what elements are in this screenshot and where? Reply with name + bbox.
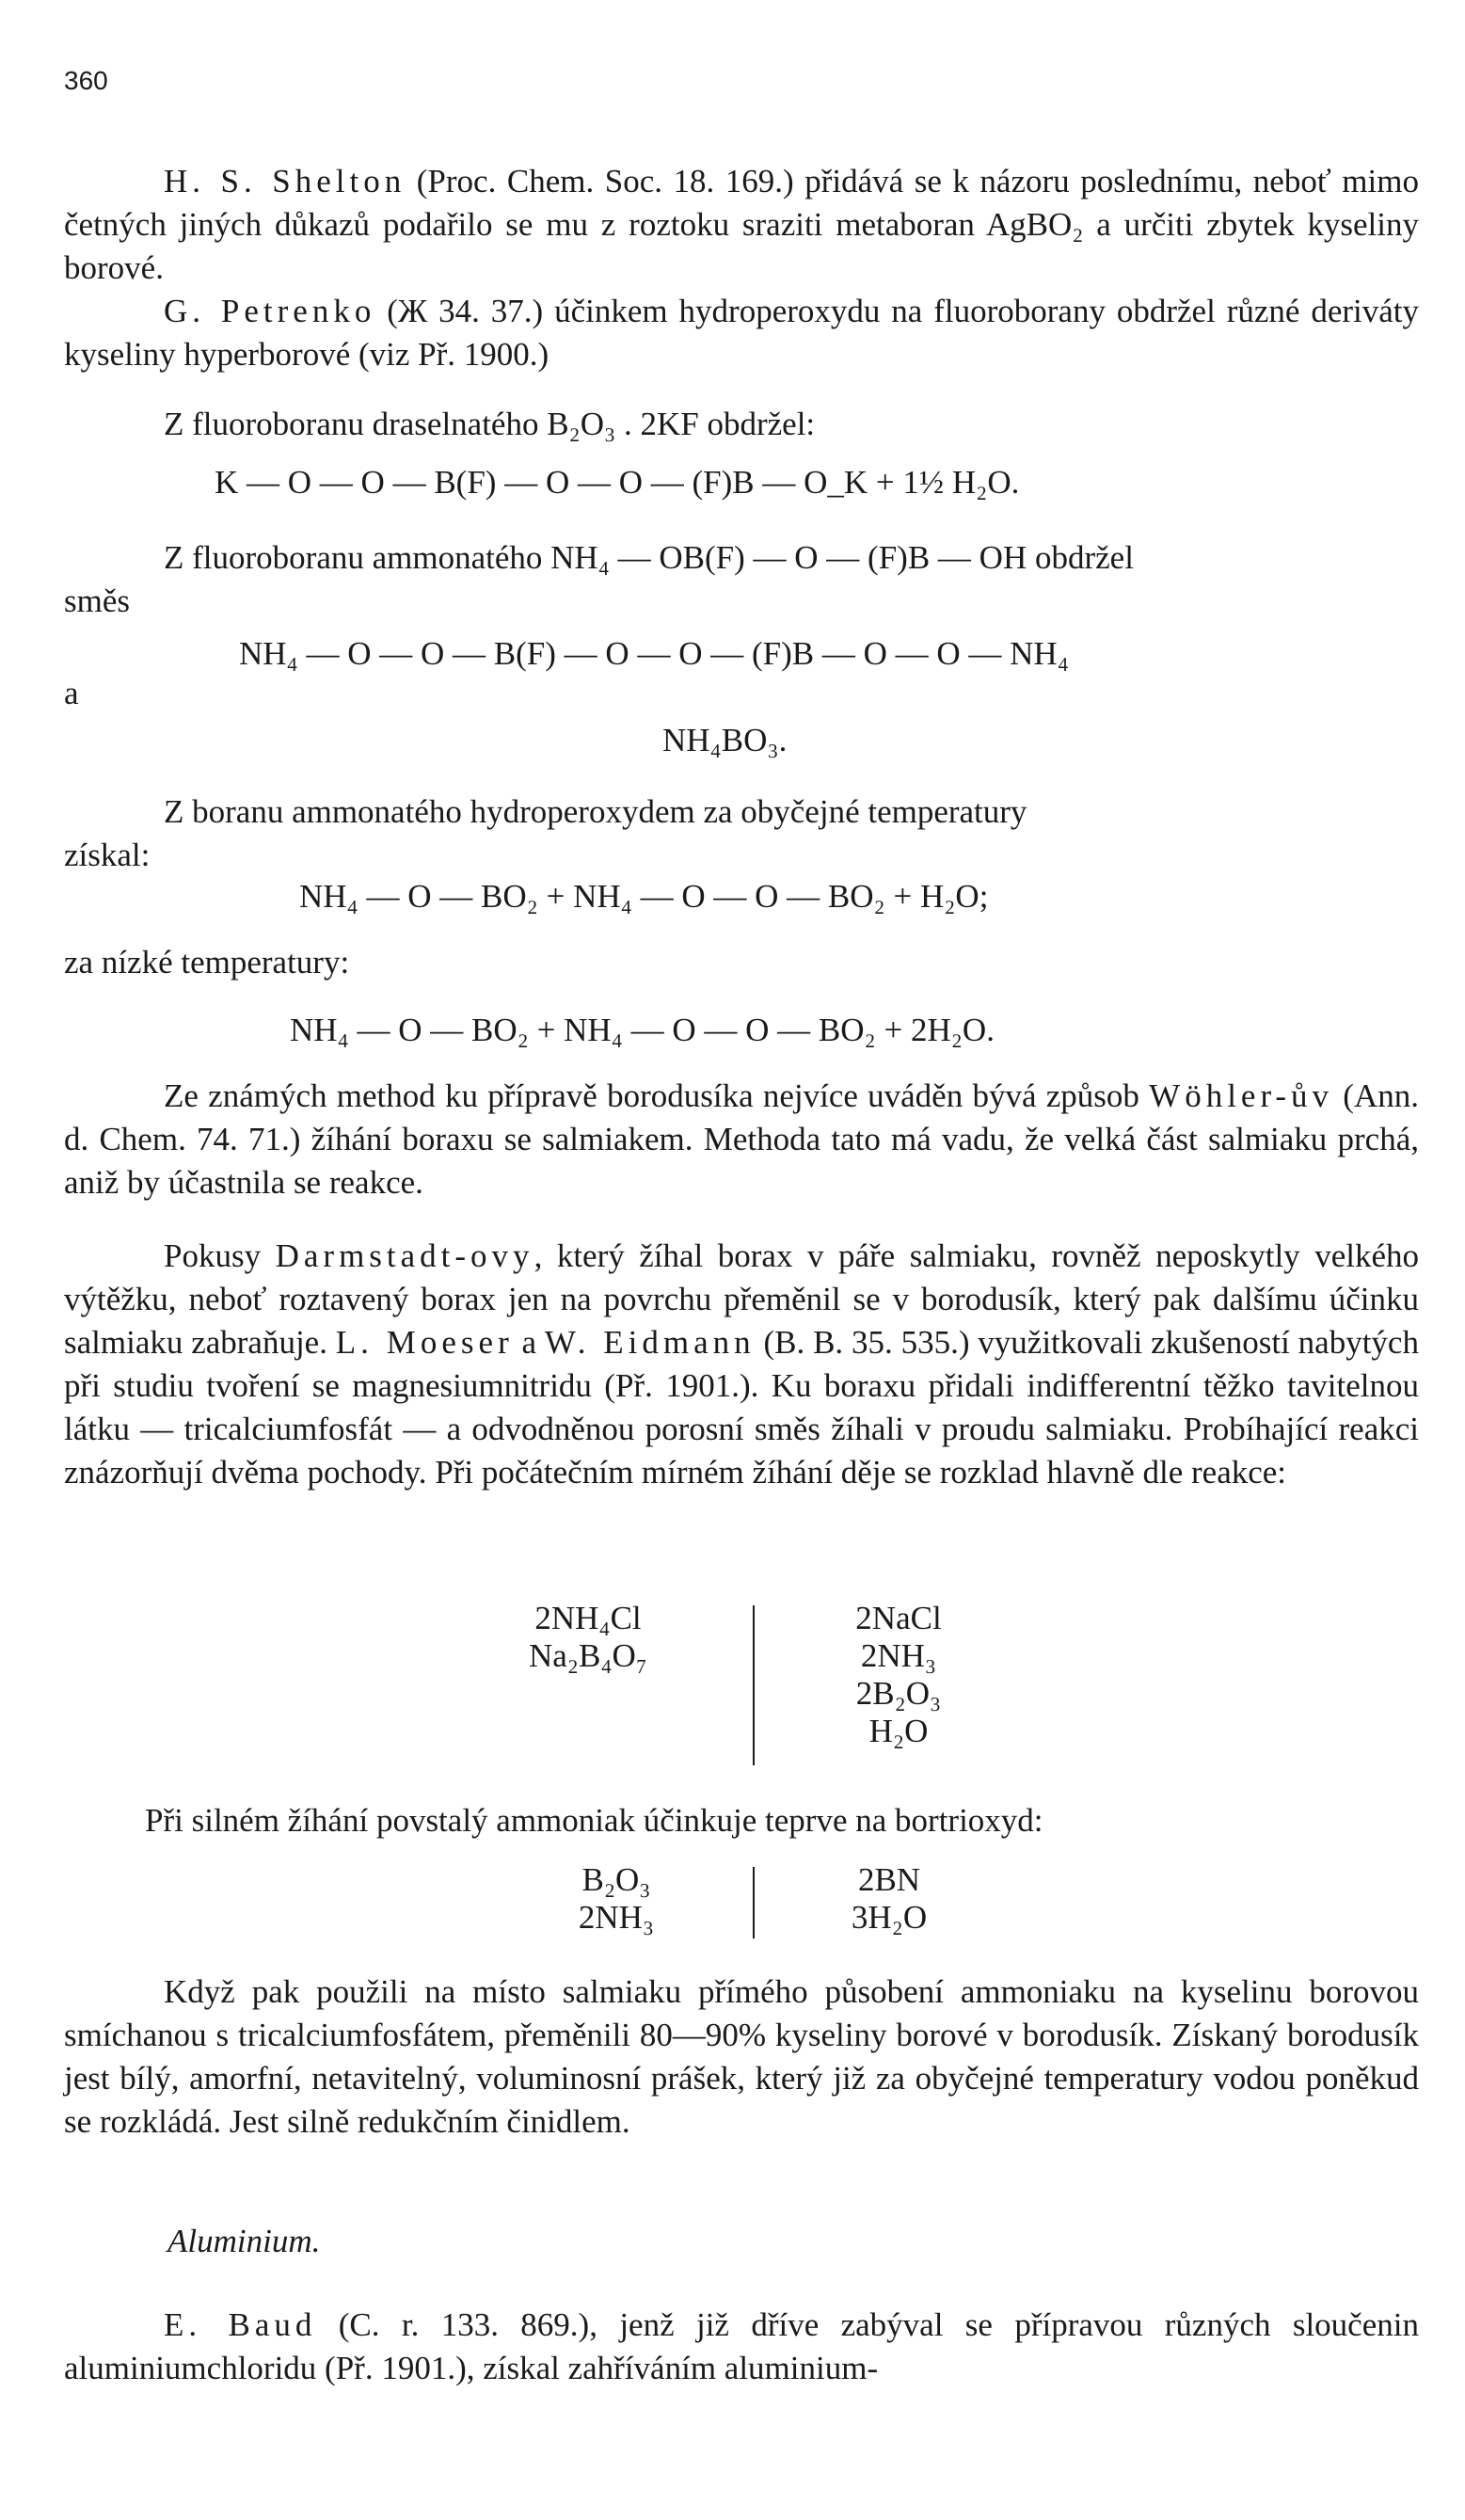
product: 2BN <box>857 1861 921 1898</box>
paragraph-text: (Ж 34. 37.) účinkem hydroperoxydu na fluoroborany obdržel různé deriváty kyseliny hyperborové (viz Př. 1900.) <box>64 293 1419 373</box>
paragraph-text: Z fluoroboranu ammonatého NH₄ — OB(F) — O — (F)B — OH obdržel <box>164 539 1134 576</box>
reaction-1-reactants <box>499 1600 677 1675</box>
paragraph-text: (Ann. d. Chem. 74. 71.) žíhání boraxu se salmiakem. Methoda tato má vadu, že velká část salmiaku prchá, aniž by účastnila se reakce. <box>64 1077 1419 1201</box>
paragraph-text: Když pak použili na místo salmiaku přímého působení ammoniaku na kyselinu borovou smíchanou s tricalciumfosfátem, přeměnili 80—90% kyseliny borové v borodusík. Získaný borodusík jest bílý, amorfní, netavitelný, voluminosní prášek, který již za obyčejné temperatury vodou poněkud se rozkládá. Jest silně redukčním činidlem. <box>64 1973 1419 2140</box>
paragraph-darmstadt <box>64 1235 1419 1494</box>
paragraph-text: (C. r. 133. 869.), jenž již dříve zabýval se přípravou různých sloučenin aluminiumchloridu (Př. 1901.), získal zahříváním aluminium- <box>64 2306 1419 2386</box>
formula-1: K — O — O — B(F) — O — O — (F)B — O_K + 1½ H₂O. <box>215 464 1020 501</box>
label-smes: směs <box>64 582 130 619</box>
label-nizke-temperatury: za nízké temperatury: <box>64 944 350 981</box>
reaction-2 <box>0 1861 1465 1946</box>
product: H₂O <box>868 1713 929 1749</box>
reactant: B₂O₃ <box>581 1861 651 1898</box>
reaction-1 <box>0 1600 1465 1769</box>
paragraph-petrenko <box>64 290 1419 376</box>
paragraph-fluoroboran-nh4 <box>64 536 1419 580</box>
reactant: 2NH₄Cl <box>534 1600 642 1636</box>
formula-4: NH₄ — O — BO₂ + NH₄ — O — O — BO₂ + H₂O; <box>299 878 989 915</box>
reactant: 2NH₃ <box>578 1899 655 1936</box>
author-name: Darmstadt-ovy <box>275 1237 534 1274</box>
paragraph-baud <box>64 2304 1419 2390</box>
product: 2B₂O₃ <box>855 1675 942 1712</box>
paragraph-text: a <box>513 1324 545 1361</box>
label-ziskal: získal: <box>64 837 151 873</box>
paragraph-fluoroboran-k <box>64 403 1419 446</box>
product: 3H₂O <box>851 1899 928 1936</box>
paragraph-text: Z boranu ammonatého hydroperoxydem za obyčejné temperatury <box>164 793 1027 830</box>
reaction-2-products <box>837 1861 941 1937</box>
paragraph-text: , který žíhal borax v páře salmiaku, rovněž neposkytly velkého výtěžku, neboť roztavený borax jen na povrchu přeměnil se v borodusík, který pak dalšímu účinku salmiaku zabraňuje. <box>64 1237 1419 1361</box>
paragraph-shelton <box>64 160 1419 290</box>
author-name: E. Baud <box>164 2306 317 2343</box>
paragraph-wohler <box>64 1075 1419 1204</box>
reaction-1-products <box>837 1600 960 1750</box>
author-name: H. S. Shelton <box>164 163 406 199</box>
author-name: Wöhler-ův <box>1149 1077 1334 1114</box>
paragraph-ammoniak <box>64 1970 1419 2144</box>
product: 2NaCl <box>855 1600 942 1636</box>
author-name: L. Moeser <box>335 1324 514 1361</box>
paragraph-text: Z fluoroboranu draselnatého B₂O₃ . 2KF obdržel: <box>164 406 816 442</box>
conjunction-a: a <box>64 675 79 711</box>
reaction-divider <box>753 1867 755 1938</box>
formula-5: NH₄ — O — BO₂ + NH₄ — O — O — BO₂ + 2H₂O. <box>290 1012 995 1048</box>
reactant: Na₂B₄O₇ <box>528 1637 648 1674</box>
paragraph-silne-zihani <box>64 1799 1419 1842</box>
paragraph-text: (B. B. 35. 535.) využitkovali zkušeností nabytých při studiu tvoření se magnesiumnitridu (Př. 1901.). Ku boraxu přidali indifferentní těžko tavitelnou látku — tricalciumfosfát — a odvodněnou porosní směs žíhali v proudu salmiaku. Probíhající reakci znázorňují dvěma pochody. Při počátečním mírném žíhání děje se rozklad hlavně dle reakce: <box>64 1324 1419 1491</box>
paragraph-text: (Proc. Chem. Soc. 18. 169.) přidává se k názoru poslednímu, neboť mimo četných jiných důkazů podařilo se mu z roztoku sraziti metaboran AgBO₂ a určiti zbytek kyseliny borové. <box>64 163 1419 286</box>
reaction-divider <box>753 1605 755 1765</box>
page-number: 360 <box>64 66 108 95</box>
formula-3: NH₄BO₃. <box>662 722 788 758</box>
paragraph-boran-nh4 <box>64 790 1419 834</box>
author-name: W. Eidmann <box>544 1324 756 1361</box>
author-name: G. Petrenko <box>164 293 376 329</box>
paragraph-text: Při silném žíhání povstalý ammoniak účinkuje teprve na bortrioxyd: <box>145 1802 1043 1839</box>
paragraph-text: Pokusy <box>164 1237 276 1274</box>
paragraph-text: Ze známých method ku přípravě borodusíka nejvíce uváděn bývá způsob <box>164 1077 1150 1114</box>
product: 2NH₃ <box>860 1637 937 1674</box>
section-heading: Aluminium. <box>167 2223 321 2259</box>
reaction-2-reactants <box>565 1861 668 1937</box>
formula-2: NH₄ — O — O — B(F) — O — O — (F)B — O — O — NH₄ <box>239 635 1069 672</box>
